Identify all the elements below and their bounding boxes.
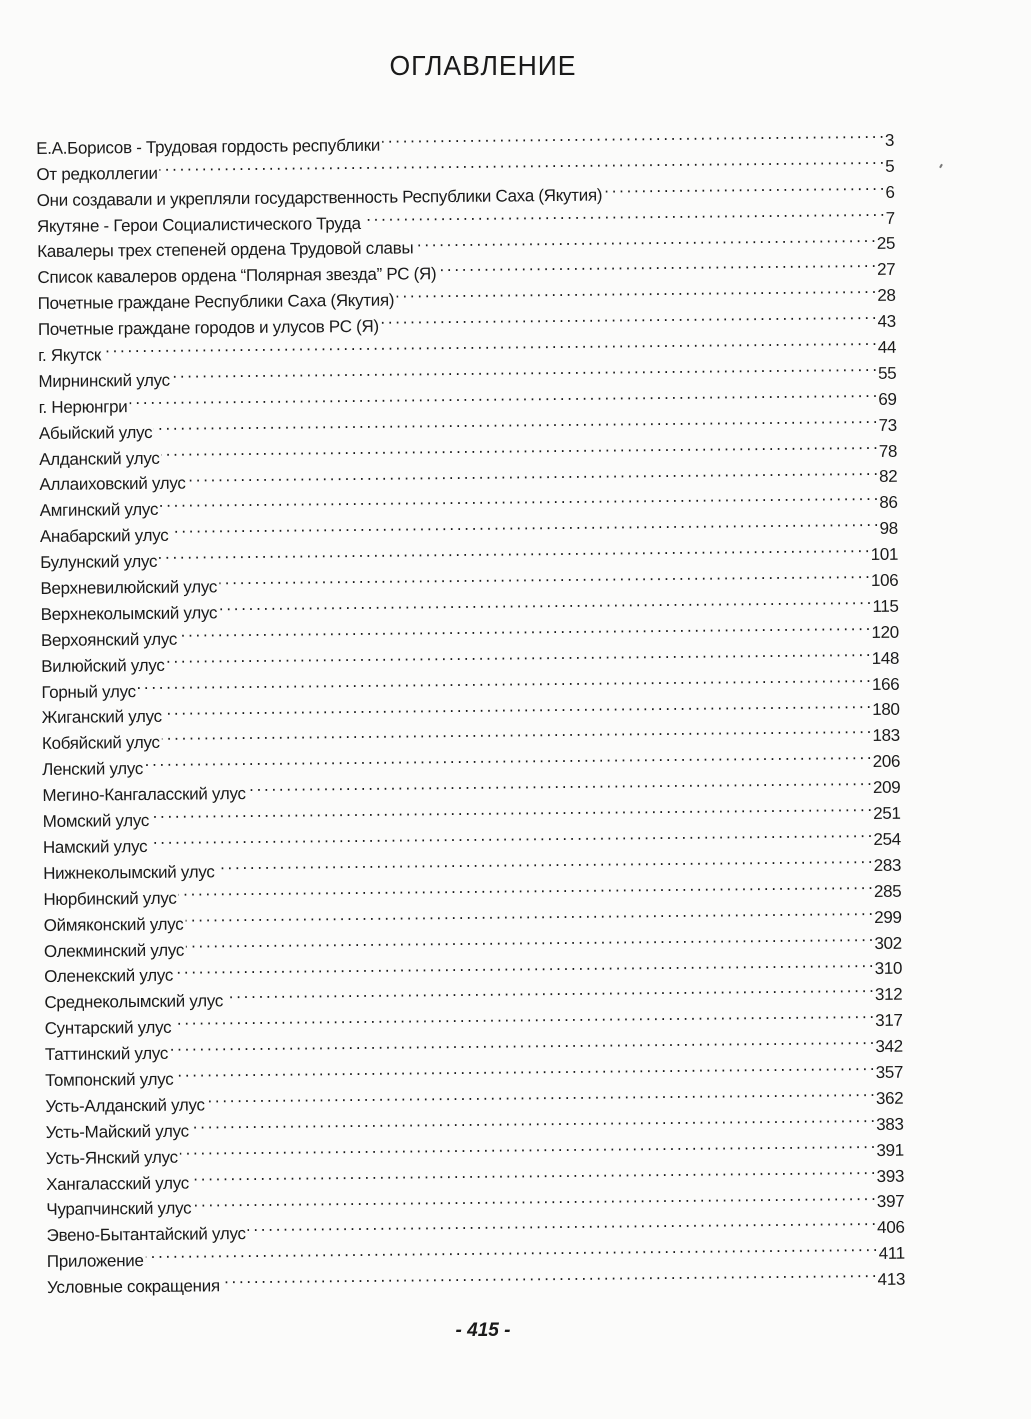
toc-entry-page: 27	[876, 260, 896, 280]
toc-entry-title: Хангаласский улус	[46, 1173, 189, 1194]
toc-entry-page: 98	[879, 518, 898, 539]
toc-entry-page: 3	[884, 130, 895, 150]
page-number: - 415 -	[455, 1320, 511, 1341]
toc-entry-title: Абыйский улус	[38, 422, 153, 443]
scan-speck	[939, 164, 943, 168]
toc-entry-title: Мегино-Кангаласский улус	[42, 784, 246, 806]
toc-entry-page: 6	[885, 182, 895, 202]
toc-entry-title: Олекминский улус	[43, 940, 185, 961]
toc-entry-page: 183	[872, 726, 900, 746]
toc-entry-page: 28	[877, 285, 896, 306]
page-title: ОГЛАВЛЕНИЕ	[389, 50, 577, 81]
toc-entry-page: 78	[878, 441, 898, 461]
toc-entry-title: Сунтарский улус	[44, 1017, 172, 1039]
toc-entry-title: Якутяне - Герои Социалистического Труда	[36, 213, 361, 236]
toc-entry-page: 5	[885, 156, 895, 176]
toc-entry-title: Мирнинский улус	[38, 370, 170, 391]
toc-entry-title: Приложение	[46, 1251, 144, 1272]
toc-entry-page: 383	[876, 1114, 904, 1134]
toc-entry-title: Усть-Янский улус	[45, 1147, 178, 1168]
toc-entry-title: Среднеколымский улус	[44, 991, 224, 1013]
toc-entry-page: 55	[877, 363, 897, 383]
toc-entry-page: 393	[876, 1166, 905, 1186]
toc-entry-title: Алданский улус	[39, 448, 160, 469]
toc-entry-page: 312	[874, 985, 903, 1005]
toc-entry-page: 299	[874, 907, 902, 927]
toc-entry-title: Верхнеколымский улус	[40, 603, 218, 624]
table-of-contents	[36, 120, 906, 1298]
toc-entry-title: Они создавали и укрепляли государственность Республики Саха (Якутия)	[36, 185, 603, 210]
toc-entry-page: 302	[874, 933, 902, 953]
toc-entry-title: Усть-Майский улус	[45, 1121, 189, 1142]
toc-entry-page: 120	[871, 622, 899, 642]
toc-entry-page: 357	[875, 1062, 904, 1082]
toc-entry-title: Оймяконский улус	[43, 914, 184, 935]
toc-entry-page: 25	[876, 234, 896, 254]
toc-entry-title: Кавалеры трех степеней ордена Трудовой славы	[37, 238, 414, 262]
dot-leader	[604, 172, 884, 201]
toc-entry-page: 43	[877, 311, 896, 332]
toc-entry-title: Список кавалеров ордена “Полярная звезда” РС (Я)	[37, 264, 437, 288]
toc-entry-page: 411	[878, 1243, 905, 1264]
toc-entry-page: 101	[870, 544, 899, 565]
toc-entry-page: 209	[872, 777, 901, 798]
toc-entry-title: Амгинский улус	[39, 500, 159, 521]
toc-entry-title: Эвено-Бытантайский улус	[46, 1224, 246, 1246]
toc-entry-page: 7	[885, 208, 895, 228]
toc-entry-page: 166	[871, 674, 900, 694]
toc-entry-title: Усть-Алданский улус	[45, 1095, 205, 1116]
toc-entry-title: г. Нерюнгри	[38, 396, 128, 417]
toc-entry-title: Верхневилюйский улус	[40, 577, 218, 599]
toc-entry-page: 391	[876, 1140, 904, 1160]
toc-entry-page: 254	[873, 829, 901, 849]
toc-entry-page: 285	[873, 881, 902, 901]
toc-entry-page: 317	[875, 1010, 903, 1031]
toc-entry-title: Е.А.Борисов - Трудовая гордость республики	[36, 135, 381, 158]
toc-entry-title: Почетные граждане городов и улусов РС (Я)	[37, 316, 379, 340]
toc-entry-title: Намский улус	[42, 836, 148, 857]
toc-entry-title: Булунский улус	[40, 551, 158, 573]
toc-entry-title: Кобяйский улус	[41, 733, 160, 754]
toc-entry-title: От редколлегии	[36, 163, 158, 184]
toc-entry-title: г. Якутск	[38, 345, 102, 366]
toc-entry-page: 397	[876, 1192, 905, 1212]
toc-entry-title: Аллаиховский улус	[39, 474, 186, 495]
toc-entry-page: 73	[878, 415, 897, 435]
toc-entry-page: 310	[874, 959, 903, 979]
toc-entry-title: Вилюйский улус	[41, 655, 165, 676]
toc-entry-title: Жиганский улус	[41, 707, 162, 728]
toc-entry-page: 362	[875, 1088, 904, 1108]
toc-entry-page: 44	[877, 337, 897, 357]
toc-entry-title: Горный улус	[41, 681, 136, 702]
toc-entry-page: 251	[873, 803, 901, 824]
toc-entry-page: 180	[872, 700, 900, 720]
toc-entry-page: 413	[877, 1269, 906, 1290]
toc-entry-page: 406	[877, 1218, 905, 1238]
toc-entry-page: 115	[872, 596, 899, 616]
toc-entry-title: Оленекский улус	[44, 966, 174, 987]
toc-entry-page: 69	[878, 389, 897, 409]
toc-entry-page: 82	[878, 467, 898, 487]
toc-entry-title: Таттинский улус	[44, 1043, 169, 1065]
toc-entry-title: Чурапчинский улус	[46, 1198, 192, 1220]
toc-entry-page: 86	[879, 493, 898, 513]
toc-entry-page: 342	[875, 1036, 903, 1057]
toc-entry-title: Анабарский улус	[39, 525, 169, 547]
dot-leader	[222, 1259, 876, 1291]
toc-entry-title: Нюрбинский улус	[43, 888, 177, 909]
toc-entry-title: Ленский улус	[42, 759, 144, 780]
toc-entry-title: Почетные граждане Республики Саха (Якутия)	[37, 290, 395, 314]
toc-entry-page: 106	[870, 570, 899, 591]
toc-entry-page: 283	[873, 855, 902, 875]
toc-entry-title: Нижнеколымский улус	[43, 862, 215, 883]
toc-entry-page: 148	[871, 648, 900, 668]
toc-entry-title: Условные сокращения	[47, 1276, 220, 1298]
toc-entry-title: Верхоянский улус	[40, 629, 178, 650]
toc-entry-page: 206	[872, 752, 901, 772]
toc-entry-title: Томпонский улус	[45, 1069, 174, 1090]
toc-entry-title: Момский улус	[42, 810, 150, 832]
